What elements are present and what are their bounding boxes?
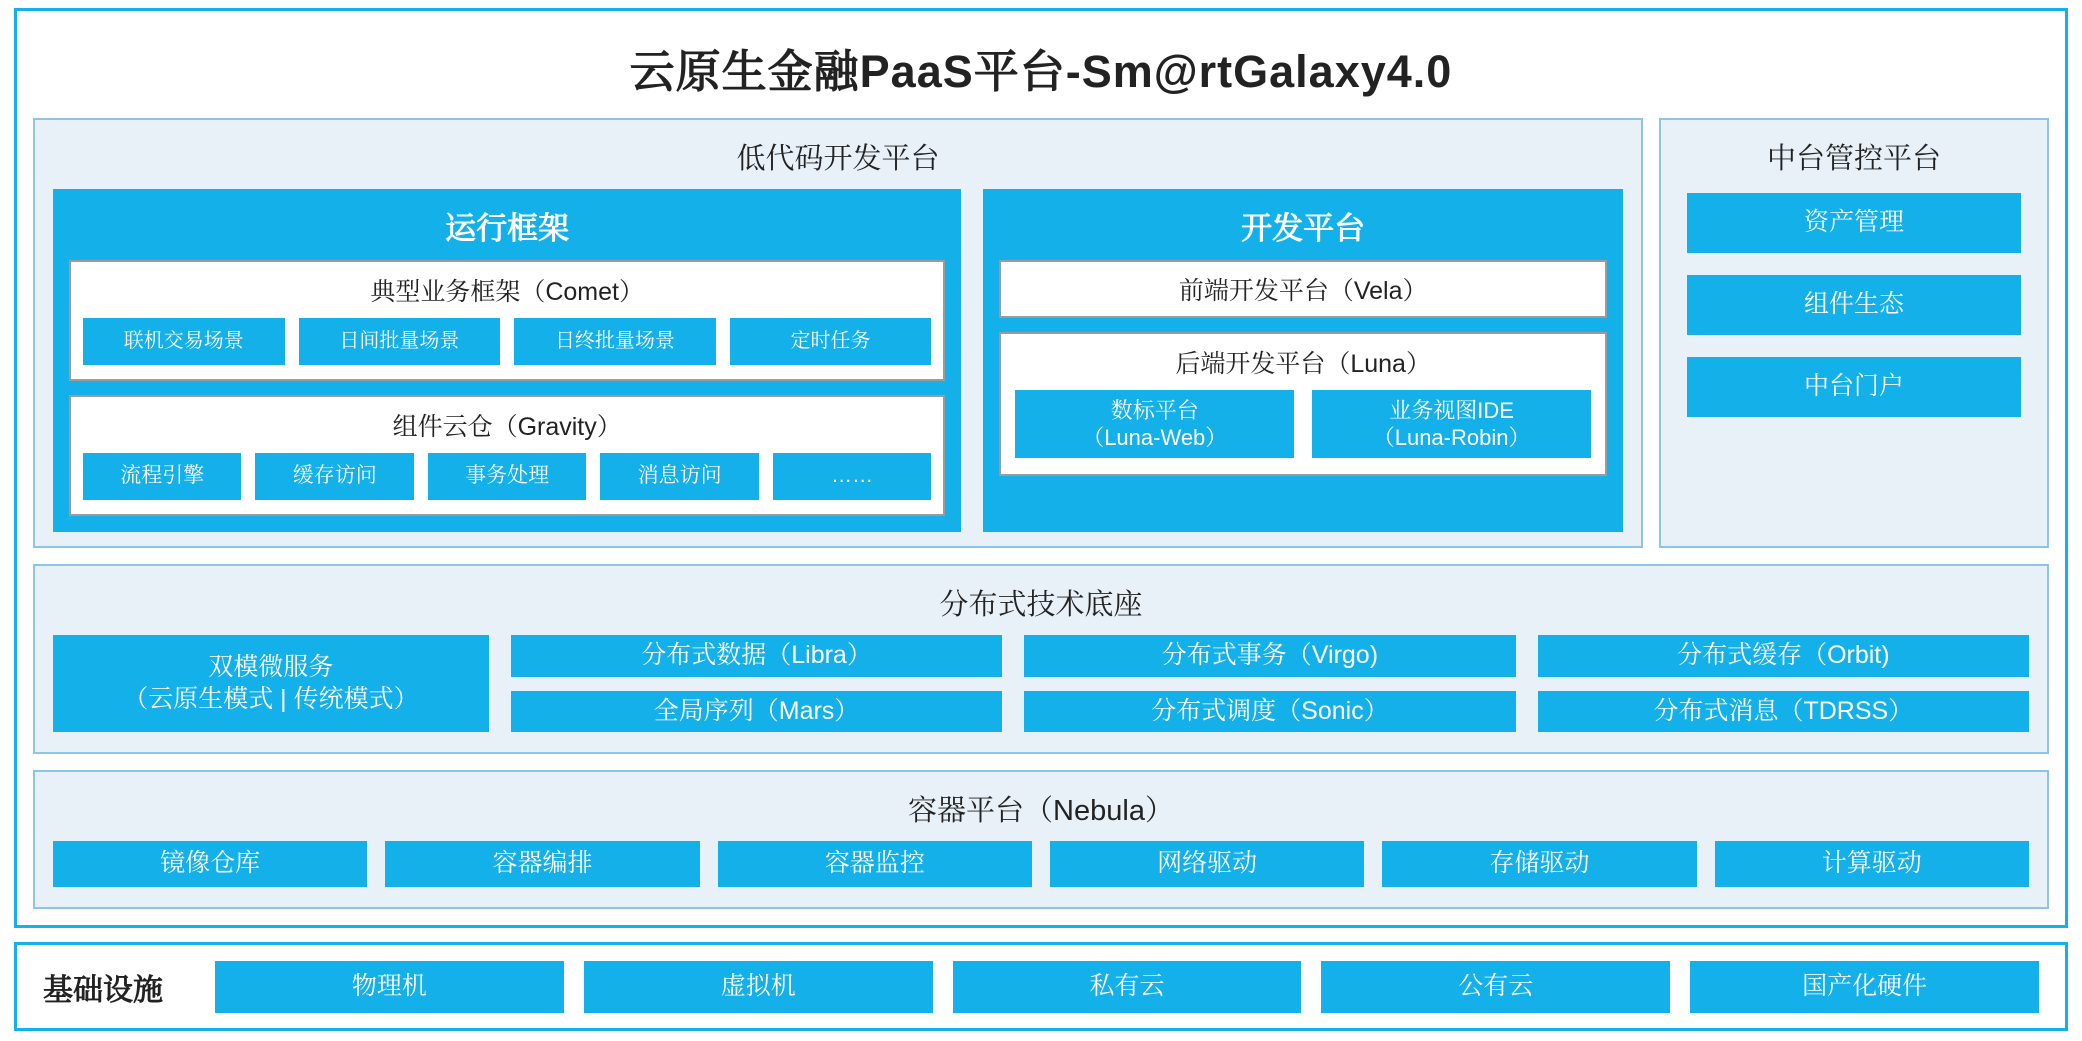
mgmt-platform-panel xyxy=(1659,118,2049,548)
container-platform-title: 容器平台（Nebula） xyxy=(908,795,1174,827)
distributed-base-title: 分布式技术底座 xyxy=(939,589,1143,621)
runtime-framework-title: 运行框架 xyxy=(445,211,570,246)
mgmt-platform-title: 中台管控平台 xyxy=(1766,143,1941,175)
dist-item-mars[interactable]: 全局序列（Mars） xyxy=(511,691,1002,733)
luna-web-item[interactable] xyxy=(1015,390,1294,458)
dual-mode-line2: （云原生模式 | 传统模式） xyxy=(123,684,419,713)
container-item-monitoring[interactable]: 容器监控 xyxy=(718,841,1032,887)
container-item-registry[interactable]: 镜像仓库 xyxy=(53,841,367,887)
luna-web-line1: 数标平台 xyxy=(1110,397,1199,423)
infra-item-physical[interactable]: 物理机 xyxy=(215,961,564,1013)
luna-items xyxy=(1015,390,1591,458)
infrastructure-frame xyxy=(14,942,2068,1031)
gravity-item[interactable]: 消息访问 xyxy=(600,453,758,500)
mgmt-item-asset[interactable]: 资产管理 xyxy=(1687,193,2021,253)
dist-item-virgo[interactable]: 分布式事务（Virgo) xyxy=(1024,635,1515,677)
comet-group xyxy=(69,260,945,381)
platform-outer-frame xyxy=(14,8,2068,928)
distributed-base-panel xyxy=(33,564,2049,754)
comet-item[interactable]: 定时任务 xyxy=(730,318,932,365)
lowcode-columns xyxy=(53,189,1623,532)
comet-item[interactable]: 日终批量场景 xyxy=(514,318,716,365)
luna-robin-line1: 业务视图IDE xyxy=(1389,397,1514,423)
top-region xyxy=(33,118,2049,548)
luna-robin-line2: （Luna-Robin） xyxy=(1372,425,1531,450)
dist-item-libra[interactable]: 分布式数据（Libra） xyxy=(511,635,1002,677)
dual-mode-line1: 双模微服务 xyxy=(208,653,334,682)
vela-frontend-platform[interactable]: 前端开发平台（Vela） xyxy=(999,260,1607,318)
infra-item-domestic-hardware[interactable]: 国产化硬件 xyxy=(1690,961,2039,1013)
mgmt-item-component[interactable]: 组件生态 xyxy=(1687,275,2021,335)
infra-item-private-cloud[interactable]: 私有云 xyxy=(953,961,1302,1013)
dual-mode-microservice[interactable] xyxy=(53,635,489,732)
gravity-item[interactable]: 流程引擎 xyxy=(83,453,241,500)
gravity-item[interactable]: 事务处理 xyxy=(428,453,586,500)
lowcode-platform-title: 低代码开发平台 xyxy=(736,143,940,175)
luna-backend-group xyxy=(999,332,1607,476)
infra-item-public-cloud[interactable]: 公有云 xyxy=(1321,961,1670,1013)
dev-platform-title: 开发平台 xyxy=(1241,211,1366,246)
container-item-compute-driver[interactable]: 计算驱动 xyxy=(1715,841,2029,887)
container-item-storage-driver[interactable]: 存储驱动 xyxy=(1382,841,1696,887)
distributed-column-2 xyxy=(1024,635,1515,732)
infrastructure-label: 基础设施 xyxy=(43,973,163,1007)
page-title: 云原生金融PaaS平台-Sm@rtGalaxy4.0 xyxy=(629,46,1453,97)
comet-title: 典型业务框架（Comet） xyxy=(370,278,644,306)
gravity-item[interactable]: 缓存访问 xyxy=(255,453,413,500)
dev-platform-block xyxy=(983,189,1623,532)
gravity-items xyxy=(83,453,931,500)
distributed-base-grid xyxy=(53,635,2029,732)
dist-item-orbit[interactable]: 分布式缓存（Orbit) xyxy=(1538,635,2029,677)
dist-item-tdrss[interactable]: 分布式消息（TDRSS） xyxy=(1538,691,2029,733)
gravity-group xyxy=(69,395,945,516)
comet-item[interactable]: 联机交易场景 xyxy=(83,318,285,365)
luna-robin-item[interactable] xyxy=(1312,390,1591,458)
infra-item-virtual[interactable]: 虚拟机 xyxy=(584,961,933,1013)
gravity-title: 组件云仓（Gravity） xyxy=(392,413,622,441)
runtime-framework-block xyxy=(53,189,961,532)
distributed-column-1 xyxy=(511,635,1002,732)
lowcode-platform-panel xyxy=(33,118,1643,548)
comet-item[interactable]: 日间批量场景 xyxy=(299,318,501,365)
container-item-network-driver[interactable]: 网络驱动 xyxy=(1050,841,1364,887)
mgmt-item-portal[interactable]: 中台门户 xyxy=(1687,357,2021,417)
luna-web-line2: （Luna-Web） xyxy=(1082,425,1228,450)
comet-items xyxy=(83,318,931,365)
container-platform-panel xyxy=(33,770,2049,909)
gravity-item-more[interactable]: …… xyxy=(773,453,931,500)
distributed-column-3 xyxy=(1538,635,2029,732)
luna-title: 后端开发平台（Luna） xyxy=(1175,350,1431,378)
container-items xyxy=(53,841,2029,887)
container-item-orchestration[interactable]: 容器编排 xyxy=(385,841,699,887)
dist-item-sonic[interactable]: 分布式调度（Sonic） xyxy=(1024,691,1515,733)
